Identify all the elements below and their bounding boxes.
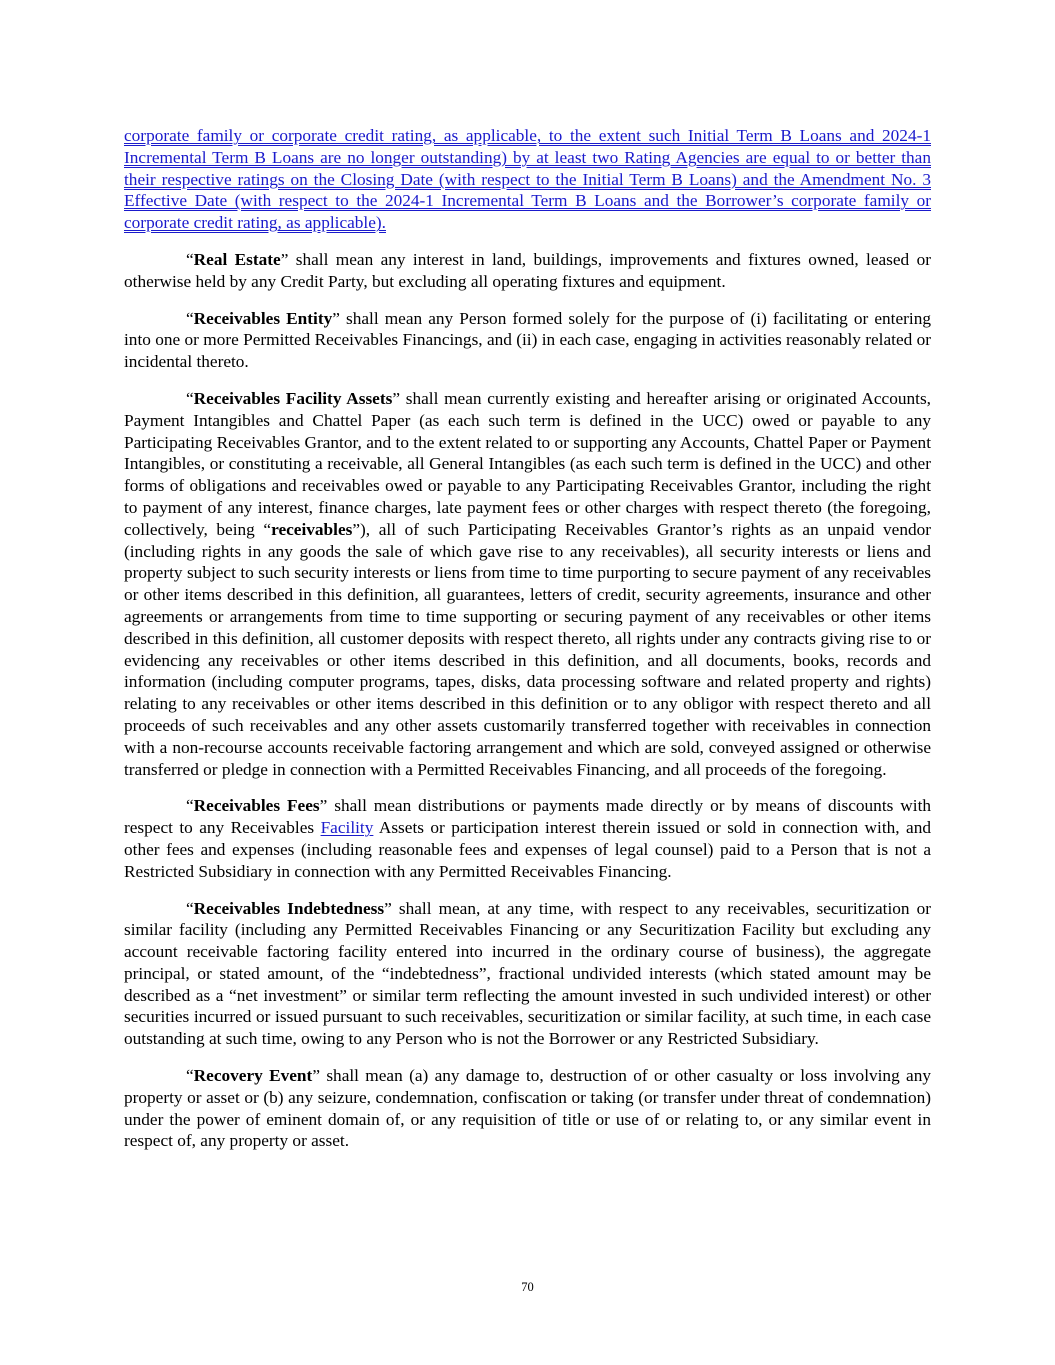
definition-body: shall mean any Person formed solely for the purpose of (i) facilitating or entering into one or more Permitted Receivables Financings, and (ii) in each case, engaging in activities reasonably related or incidental thereto. [124,308,931,372]
defined-term: Receivables Indebtedness [193,898,385,918]
defined-term: Receivables Fees [193,796,320,816]
definition-body-continued: ”), all of such Participating Receivables Grantor’s rights as an unpaid vendor (including rights in any goods the sale of which gave rise to any receivables), all security interests or liens and property subject to such security interests or liens from time to time purporting to secure payment of any receivables or other items described in this definition, all guarantees, letters of credit, security agreements, insurance and other agreements or arrangements from time to time supporting or securing payment of any receivables or other items described in this definition, all customer deposits with respect thereto, all rights under any contracts giving rise to or evidencing any receivables or other items described in this definition, and all documents, books, records and information (including computer programs, tapes, disks, data processing software and related property and rights) relating to any receivables or other items described in this definition or to any obligor with respect thereto and all proceeds of such receivables and any other assets customarily transferred together with receivables in connection with a non-recourse accounts receivable factoring arrangement and which are sold, conveyed assigned or otherwise transferred or pledge in connection with a Permitted Receivables Financing, and all proceeds of the foregoing. [124,519,931,779]
definition-receivables-entity: “Receivables Entity” shall mean any Person formed solely for the purpose of (i) facilitating or entering into one or more Permitted Receivables Financings, and (ii) in each case, engaging in activities reasonably related or incidental thereto. [124,308,931,372]
definition-receivables-fees: “Receivables Fees” shall mean distributions or payments made directly or by means of discounts with respect to any Receivables Facility Assets or participation interest therein issued or sold in connection with, and other fees and expenses (including reasonable fees and expenses of legal counsel) paid to a Person that is not a Restricted Subsidiary in connection with any Permitted Receivables Financing. [124,796,932,881]
definition-recovery-event: “Recovery Event” shall mean (a) any damage to, destruction of or other casualty or loss involving any property or asset or (b) any seizure, condemnation, confiscation or taking (or transfer under threat of condemnation) under the power of eminent domain of, or any requisition of title or use of or relating to, or any similar event in respect of, any property or asset. [124,1066,932,1151]
definition-body-continued: Assets or participation interest therein issued or sold in connection with, and other fees and expenses (including reasonable fees and expenses of legal counsel) paid to a Person that is not a Restricted Subsidiary in connection with any Permitted Receivables Financing. [124,818,931,881]
inserted-text: corporate family or corporate credit rating, as applicable, to the extent such Initial Term B Loans and 2024-1 Incremental Term B Loans are no longer outstanding) by at least two Rating Agencies are equal to or better than their respective ratings on the Closing Date (with respect to the Initial Term B Loans) and the Amendment No. 3 Effective Date (with respect to the 2024-1 Incremental Term B Loans and the Borrower’s corporate family or corporate credit rating, as applicable). [124,126,931,233]
continuation-paragraph [124,125,931,234]
inner-defined-term: receivables [271,519,353,539]
page-number: 70 [521,1280,534,1294]
definition-receivables-indebtedness: “Receivables Indebtedness” shall mean, at any time, with respect to any receivables, securitization or similar facility (including any Permitted Receivables Financing or any Securitization Facility but excluding any account receivable factoring facility entered into incurred in the ordinary course of business), the aggregate principal, or stated amount, of the “indebtedness”, fractional undivided interests (which stated amount may be described as a “net investment” or similar term reflecting the amount invested in such undivided interest) or other securities incurred or issued pursuant to such receivables, securitization or similar facility, at such time, in each case outstanding at such time, owing to any Person who is not the Borrower or any Restricted Subsidiary. [124,898,931,1049]
defined-term: Receivables Entity [193,308,333,328]
defined-term: Receivables Facility Assets [193,388,393,408]
definition-body: shall mean any interest in land, buildings, improvements and fixtures owned, leased or otherwise held by any Credit Party, but excluding all operating fixtures and equipment. [124,249,931,291]
inserted-word: Facility [320,818,374,838]
defined-term: Recovery Event [193,1066,313,1086]
definition-receivables-facility-assets: “Receivables Facility Assets” shall mean currently existing and hereafter arising or originated Accounts, Payment Intangibles and Chattel Paper (as each such term is defined in the UCC) owed or payable to any Participating Receivables Grantor, and to the extent related to or supporting any Accounts, Chattel Paper or Payment Intangibles, or constituting a receivable, all General Intangibles (as each such term is defined in the UCC) and other forms of obligations and receivables owed or payable to any Participating Receivables Grantor, including the right to payment of any interest, finance charges, late payment fees or other charges with respect thereto (the foregoing, collectively, being “receivables”), all of such Participating Receivables Grantor’s rights as an unpaid vendor (including rights in any goods the sale of which gave rise to any receivables), all security interests or liens and property subject to such security interests or liens from time to time purporting to secure payment of any receivables or other items described in this definition, all guarantees, letters of credit, security agreements, insurance and other agreements or arrangements from time to time supporting or securing payment of any receivables or other items described in this definition, all customer deposits with respect thereto, all rights under any contracts giving rise to or evidencing any receivables or other items described in this definition, and all documents, books, records and information (including computer programs, tapes, disks, data processing software and related property and rights) relating to any receivables or other items described in this definition or to any obligor with respect thereto and all proceeds of such receivables and any other assets customarily transferred together with receivables in connection with a non-recourse accounts receivable factoring arrangement and which are sold, conveyed assigned or otherwise transferred or pledge in connection with a Permitted Receivables Financing, and all proceeds of the foregoing. [124,388,931,779]
definition-body: shall mean currently existing and hereafter arising or originated Accounts, Payment Intangibles and Chattel Paper (as each such term is defined in the UCC) owed or payable to any Participating Receivables Grantor, and to the extent related to or supporting any Accounts, Chattel Paper or Payment Intangibles, or constituting a receivable, all General Intangibles (as each such term is defined in the UCC) and other forms of obligations and receivables owed or payable to any Participating Receivables Grantor, including the right to payment of any interest, finance charges, late payment fees or other charges with respect thereto (the foregoing, collectively, being “ [124,388,931,539]
definition-body: shall mean (a) any damage to, destruction of or other casualty or loss involving any property or asset or (b) any seizure, condemnation, confiscation or taking (or transfer under threat of condemnation) under the power of eminent domain of, or any requisition of title or use of or relating to, or any similar event in respect of, any property or asset. [124,1066,932,1151]
document-page [124,125,931,1167]
definition-real-estate: “Real Estate” shall mean any interest in land, buildings, improvements and fixtures owned, leased or otherwise held by any Credit Party, but excluding all operating fixtures and equipment. [124,249,931,291]
definition-body: shall mean, at any time, with respect to any receivables, securitization or similar facility (including any Permitted Receivables Financing or any Securitization Facility but excluding any account receivable factoring facility entered into incurred in the ordinary course of business), the aggregate principal, or stated amount, of the “indebtedness”, fractional undivided interests (which stated amount may be described as a “net investment” or similar term reflecting the amount invested in such undivided interest) or other securities incurred or issued pursuant to such receivables, securitization or similar facility, at such time, in each case outstanding at such time, owing to any Person who is not the Borrower or any Restricted Subsidiary. [124,898,931,1049]
defined-term: Real Estate [193,249,281,269]
definition-body: shall mean distributions or payments made directly or by means of discounts with respect to any Receivables [124,796,932,838]
